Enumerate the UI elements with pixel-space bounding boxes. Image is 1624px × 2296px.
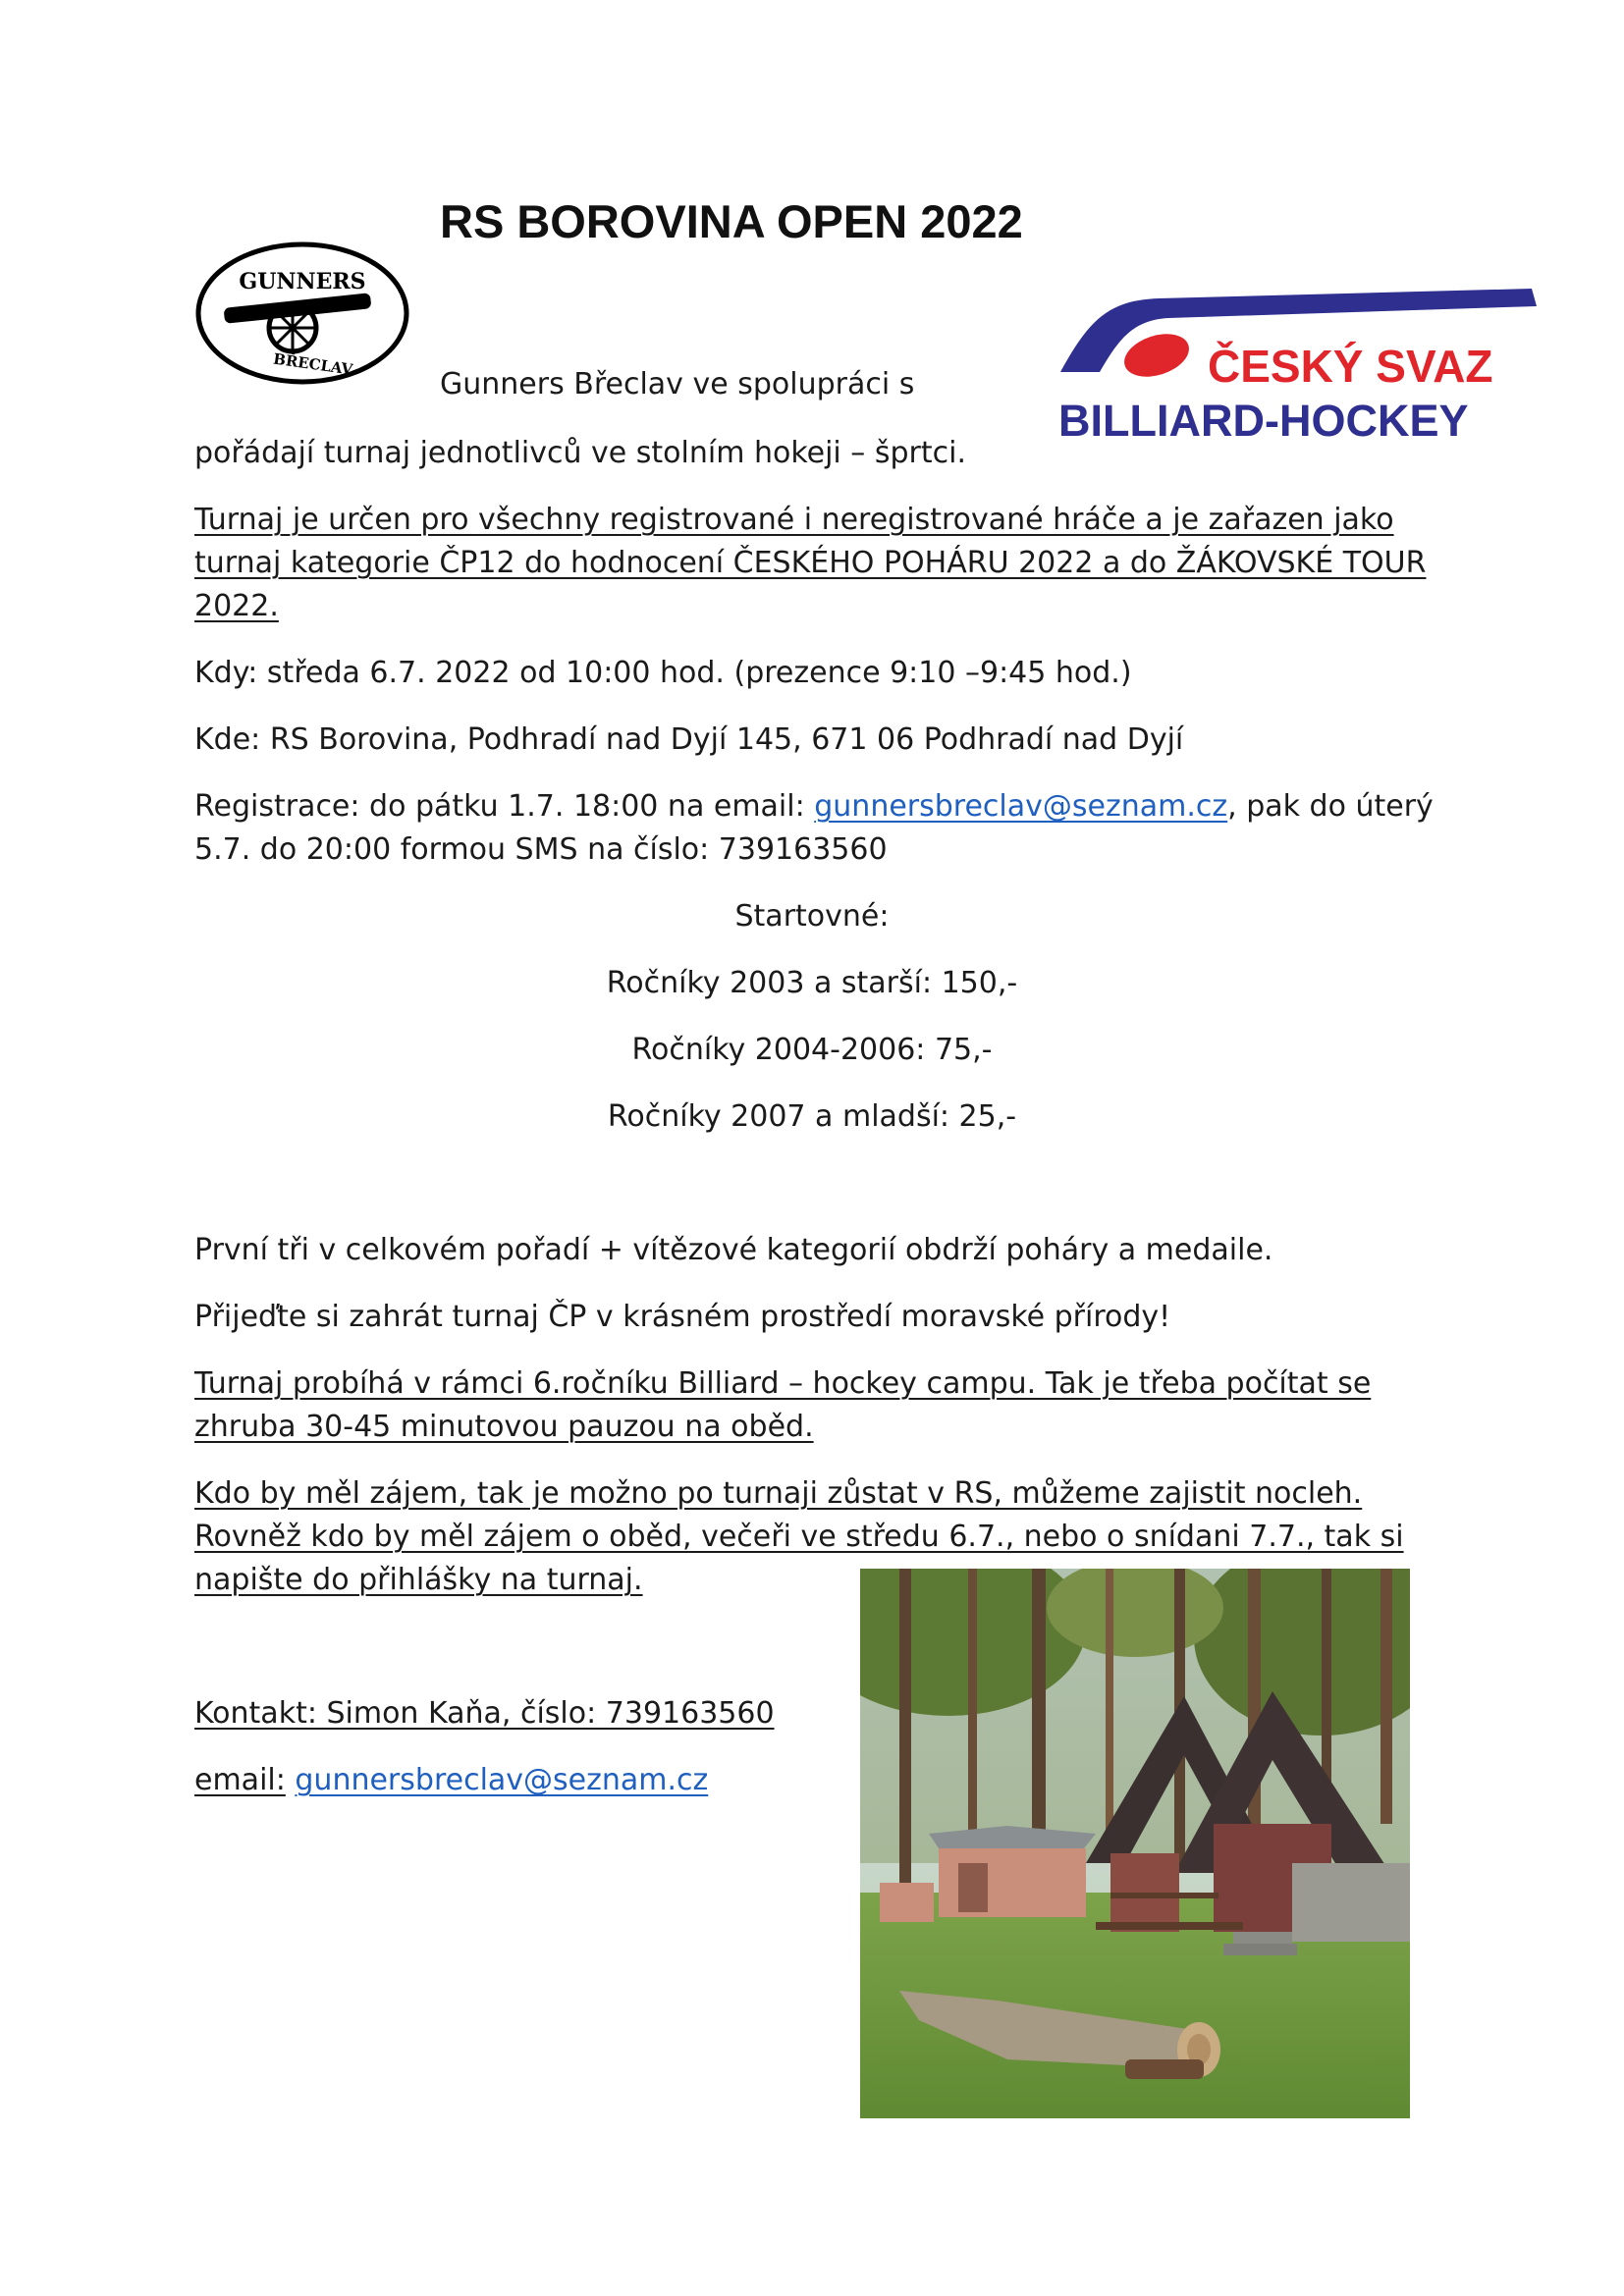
fees-heading: Startovné:	[734, 899, 890, 934]
fee-item: Ročníky 2003 a starší: 150,-	[606, 966, 1018, 1000]
fee-item: Ročníky 2004-2006: 75,-	[631, 1033, 993, 1067]
accommodation-line-2: Rovněž kdo by měl zájem o oběd, večeři ve středu 6.7., nebo o snídani 7.7., tak si	[194, 1520, 1404, 1554]
registration-prefix: Registrace: do pátku 1.7. 18:00 na email:	[194, 789, 815, 824]
intro-line-1: Gunners Břeclav ve spolupráci s	[440, 367, 915, 401]
fee-item: Ročníky 2007 a mladší: 25,-	[607, 1099, 1017, 1134]
where-text: Kde: RS Borovina, Podhradí nad Dyjí 145, 671 06 Podhradí nad Dyjí	[194, 722, 1184, 757]
svg-text:BŘECLAV: BŘECLAV	[272, 349, 354, 379]
eligibility-line-2: turnaj kategorie ČP12 do hodnocení ČESKÉHO POHÁRU 2022 a do ŽÁKOVSKÉ TOUR	[194, 546, 1427, 580]
eligibility-line-3: 2022.	[194, 589, 279, 623]
invite-text: Přijeďte si zahrát turnaj ČP v krásném prostředí moravské přírody!	[194, 1300, 1171, 1334]
svg-text:BILLIARD-HOCKEY: BILLIARD-HOCKEY	[1058, 396, 1469, 446]
contact-email-link[interactable]: gunnersbreclav@seznam.cz	[295, 1763, 709, 1797]
prizes-text: První tři v celkovém pořadí + vítězové kategorií obdrží poháry a medaile.	[194, 1233, 1273, 1267]
when-text: Kdy: středa 6.7. 2022 od 10:00 hod. (prezence 9:10 –9:45 hod.)	[194, 656, 1132, 690]
gunners-logo	[194, 240, 410, 387]
csbh-logo	[1051, 279, 1542, 446]
accommodation-line-3: napište do přihlášky na turnaj.	[194, 1563, 643, 1597]
camp-photo	[860, 1569, 1410, 2118]
eligibility-line-1: Turnaj je určen pro všechny registrované i neregistrované hráče a je zařazen jako	[194, 503, 1394, 537]
registration-line-1	[194, 785, 1434, 828]
registration-email-link[interactable]: gunnersbreclav@seznam.cz	[814, 789, 1228, 824]
contact-line: Kontakt: Simon Kaňa, číslo: 739163560	[194, 1696, 775, 1731]
camp-line-1: Turnaj probíhá v rámci 6.ročníku Billiard – hockey campu. Tak je třeba počítat se	[194, 1366, 1372, 1401]
accommodation-line-1: Kdo by měl zájem, tak je možno po turnaji zůstat v RS, můžeme zajistit nocleh.	[194, 1476, 1363, 1511]
intro-line-2: pořádají turnaj jednotlivců ve stolním hokeji – šprtci.	[194, 436, 966, 470]
page-title: RS BOROVINA OPEN 2022	[440, 195, 1023, 247]
contact-email-label: email:	[194, 1763, 286, 1797]
registration-line-2: 5.7. do 20:00 formou SMS na číslo: 739163560	[194, 832, 888, 867]
svg-text:GUNNERS: GUNNERS	[239, 269, 366, 294]
contact-email-line	[194, 1759, 708, 1802]
svg-text:ČESKÝ SVAZ: ČESKÝ SVAZ	[1208, 341, 1493, 392]
registration-suffix: , pak do úterý	[1227, 789, 1434, 824]
camp-line-2: zhruba 30-45 minutovou pauzou na oběd.	[194, 1410, 814, 1444]
